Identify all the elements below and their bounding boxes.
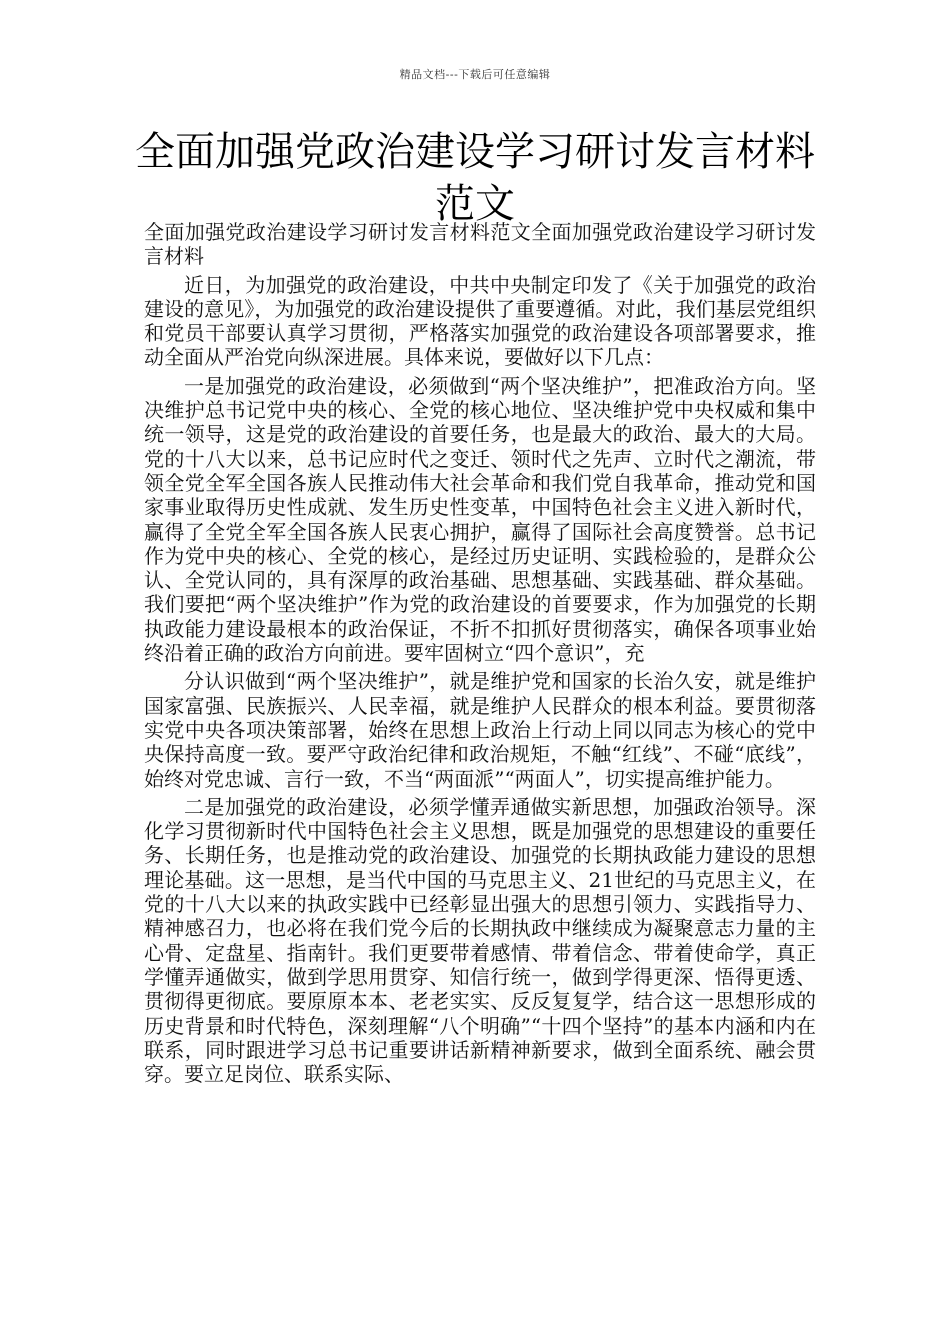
body-paragraph: 近日，为加强党的政治建设，中共中央制定印发了《关于加强党的政治建设的意见》，为加强党的政治建设提供了重要遵循。对此，我们基层党组织和党员干部要认真学习贯彻，严格落实加强党的政治建设各项部署要求，推动全面从严治党向纵深进展。具体来说，要做好以下几点： — [144, 272, 816, 370]
body-paragraph: 一是加强党的政治建设，必须做到“两个坚决维护”，把准政治方向。坚决维护总书记党中央的核心、全党的核心地位、坚决维护党中央权威和集中统一领导，这是党的政治建设的首要任务，也是最大的政治、最大的大局。党的十八大以来，总书记应时代之变迁、领时代之先声、立时代之潮流，带领全党全军全国各族人民推动伟大社会革命和我们党自我革命，推动党和国家事业取得历史性成就、发生历史性变革，中国特色社会主义进入新时代，赢得了全党全军全国各族人民衷心拥护，赢得了国际社会高度赞誉。总书记作为党中央的核心、全党的核心，是经过历史证明、实践检验的，是群众公认、全党认同的，具有深厚的政治基础、思想基础、实践基础、群众基础。我们要把“两个坚决维护”作为党的政治建设的首要要求，作为加强党的长期执政能力建设最根本的政治保证，不折不扣抓好贯彻落实，确保各项事业始终沿着正确的政治方向前进。要牢固树立“四个意识”，充 — [144, 373, 816, 666]
document-body — [144, 220, 816, 1086]
document-title: 全面加强党政治建设学习研讨发言材料范文 — [135, 129, 815, 227]
header-note: 精品文档---下载后可任意编辑 — [399, 68, 551, 81]
body-paragraph: 二是加强党的政治建设，必须学懂弄通做实新思想，加强政治领导。深化学习贯彻新时代中国特色社会主义思想，既是加强党的思想建设的重要任务、长期任务，也是推动党的政治建设、加强党的长期执政能力建设的思想理论基础。这一思想，是当代中国的马克思主义、21世纪的马克思主义，在党的十八大以来的执政实践中已经彰显出强大的思想引领力、实践指导力、精神感召力，也必将在我们党今后的长期执政中继续成为凝聚意志力量的主心骨、定盘星、指南针。我们更要带着感情、带着信念、带着使命学，真正学懂弄通做实，做到学思用贯穿、知信行统一，做到学得更深、悟得更透、贯彻得更彻底。要原原本本、老老实实、反反复复学，结合这一思想形成的历史背景和时代特色，深刻理解“八个明确”“十四个坚持”的基本内涵和内在联系，同时跟进学习总书记重要讲话新精神新要求，做到全面系统、融会贯穿。要立足岗位、联系实际、 — [144, 794, 816, 1087]
lead-paragraph: 全面加强党政治建设学习研讨发言材料范文全面加强党政治建设学习研讨发言材料 — [144, 220, 816, 269]
body-paragraph: 分认识做到“两个坚决维护”，就是维护党和国家的长治久安，就是维护国家富强、民族振兴、人民幸福，就是维护人民群众的根本利益。要贯彻落实党中央各项决策部署，始终在思想上政治上行动上同以同志为核心的党中央保持高度一致。要严守政治纪律和政治规矩，不触“红线”、不碰“底线”，始终对党忠诚、言行一致，不当“两面派”“两面人”，切实提高维护能力。 — [144, 669, 816, 791]
